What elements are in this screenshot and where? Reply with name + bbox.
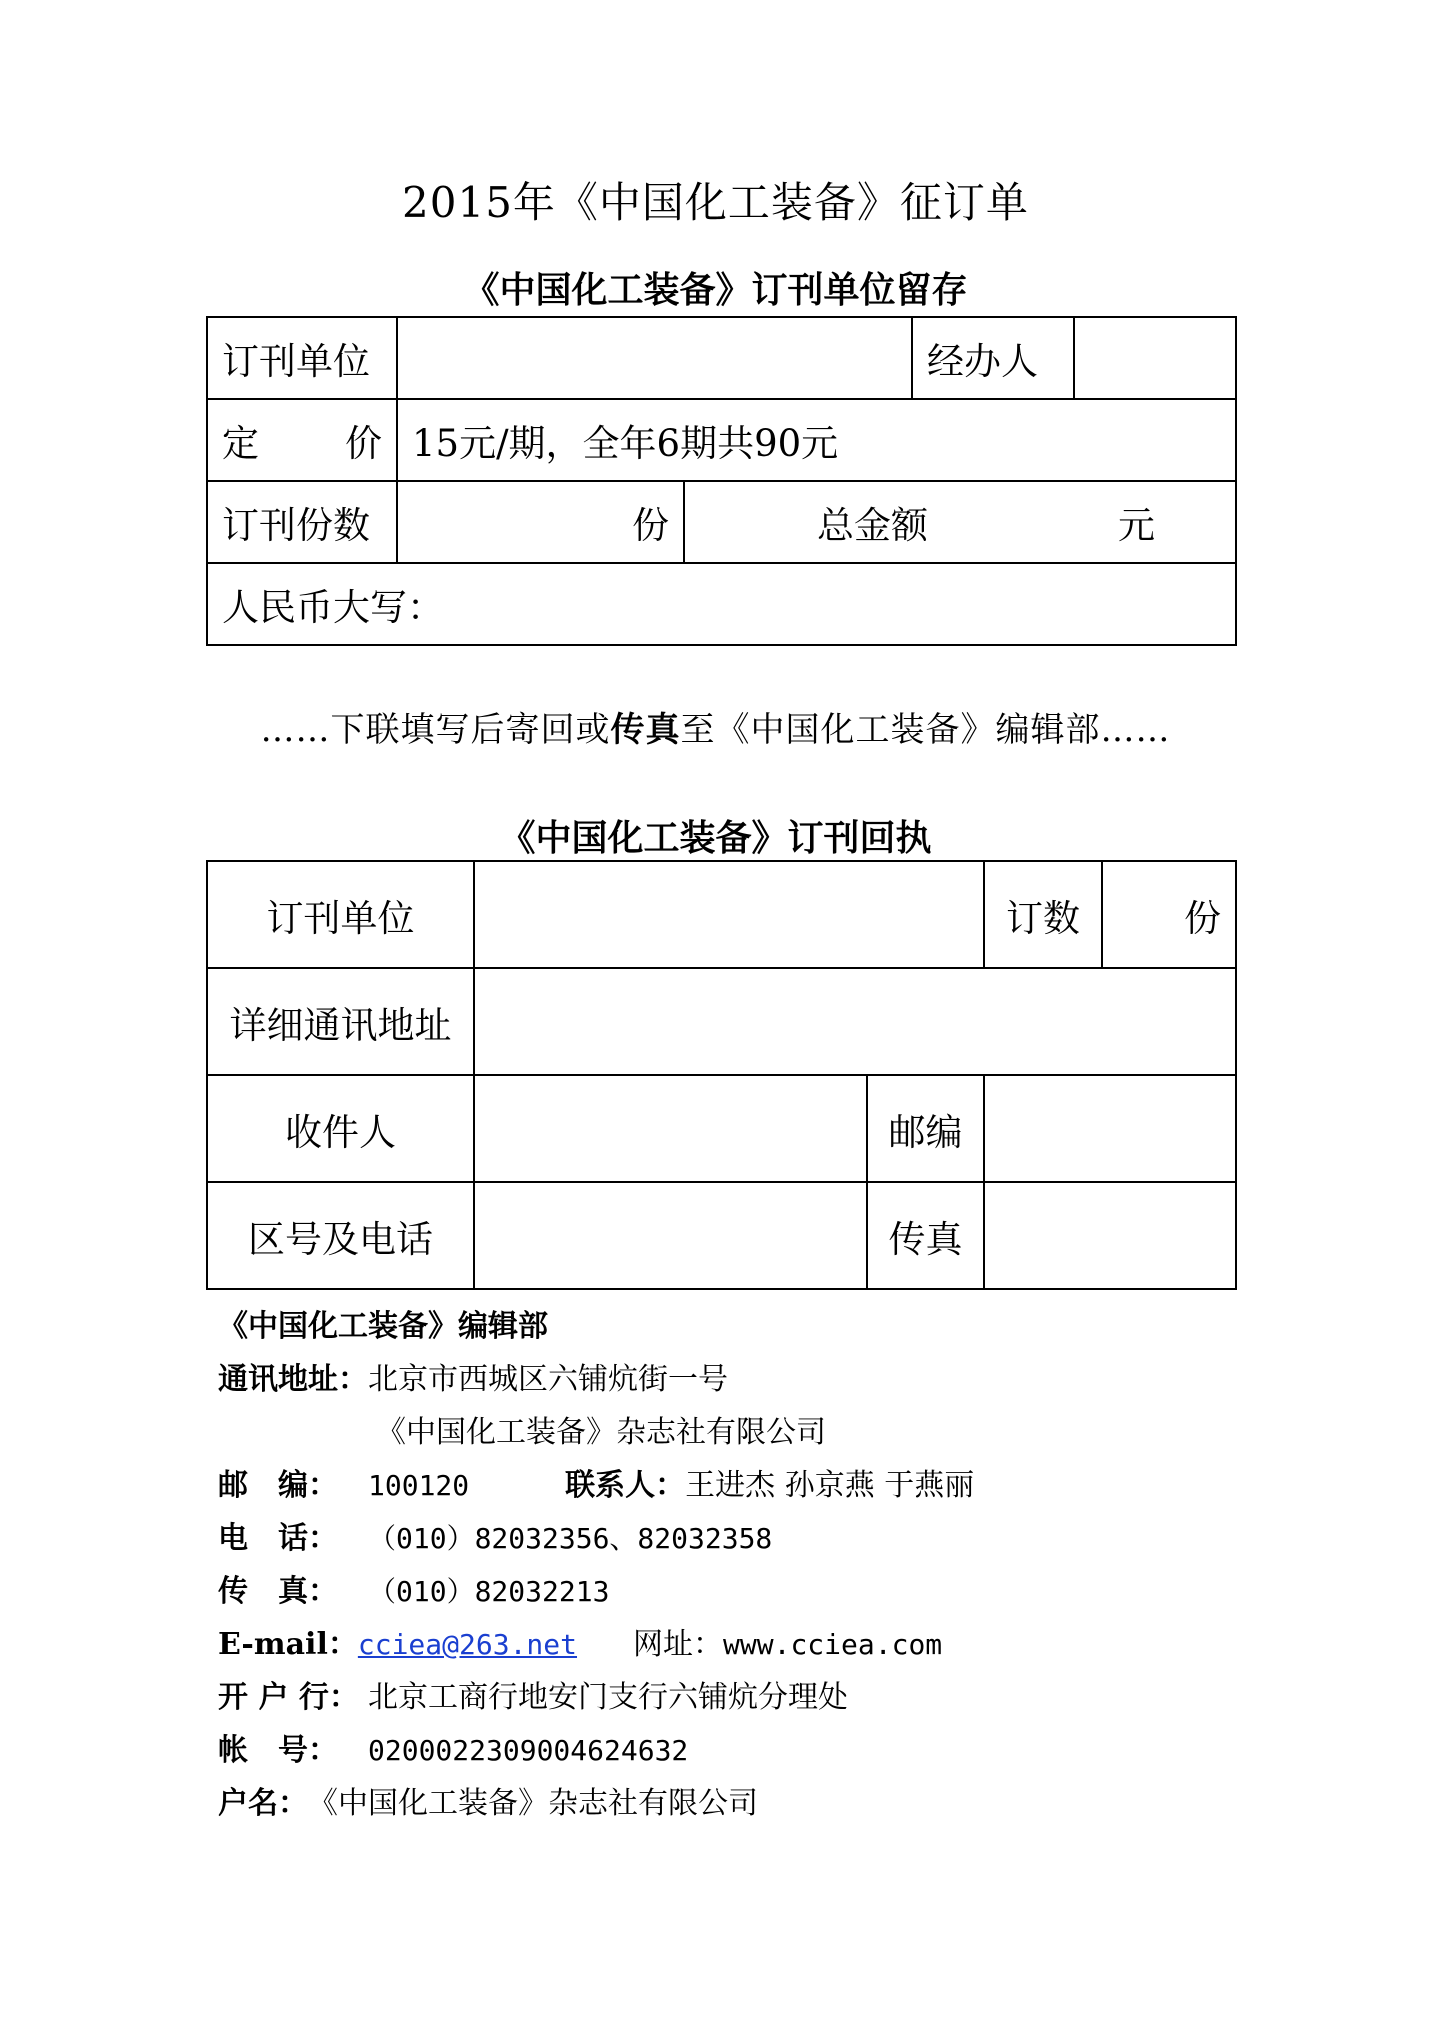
fax-field[interactable] [984,1182,1236,1289]
recipient-label: 收件人 [207,1075,474,1182]
table-row [207,563,1236,645]
total-cell[interactable] [684,481,1236,563]
account-name-label: 户名： [218,1786,308,1821]
fax-label: 传 真： [218,1574,338,1609]
postcode-label: 邮 编： [218,1468,338,1503]
rmb-field[interactable] [207,563,1236,645]
postcode-label: 邮编 [867,1075,984,1182]
rmb-label: 人民币大写： [222,586,444,629]
bank-value: 北京工商行地安门支行六铺炕分理处 [368,1680,848,1715]
email-label: E-mail： [218,1627,358,1662]
count-field[interactable] [1102,861,1236,968]
account-label: 帐 号： [218,1733,338,1768]
unit-label: 订刊单位 [207,317,397,399]
phone-label: 区号及电话 [207,1182,474,1289]
count-label: 订数 [984,861,1102,968]
total-unit: 元 [1118,504,1155,547]
retain-form-table [206,316,1237,646]
table-row [207,317,1236,399]
table-row [207,399,1236,481]
contact-block [218,1300,974,1830]
divider-suffix: 至《中国化工装备》编辑部…… [680,710,1171,750]
table-row [207,861,1236,968]
address-line1: 北京市西城区六铺炕街一号 [368,1362,728,1397]
total-label: 总金额 [817,504,928,547]
receipt-unit-label: 订刊单位 [207,861,474,968]
handler-label: 经办人 [912,317,1074,399]
copies-field[interactable] [397,481,684,563]
fax-label: 传真 [867,1182,984,1289]
unit-field[interactable] [397,317,912,399]
section-retain-heading: 《中国化工装备》订刊单位留存 [463,269,968,311]
handler-field[interactable] [1074,317,1236,399]
account-name-value: 《中国化工装备》杂志社有限公司 [308,1786,758,1821]
website-label: 网址： [633,1627,724,1662]
address-line2: 《中国化工装备》杂志社有限公司 [376,1415,826,1450]
account-value: 0200022309004624632 [368,1734,689,1767]
bank-label: 开 户 行： [218,1680,359,1715]
count-unit: 份 [1184,896,1221,940]
section-receipt-heading: 《中国化工装备》订刊回执 [499,817,932,859]
price-label [207,399,397,481]
table-row [207,1075,1236,1182]
page-title: 2015年《中国化工装备》征订单 [402,178,1029,227]
contact-person-names: 王进杰 孙京燕 于燕丽 [685,1468,975,1503]
fax-value: （010）82032213 [368,1575,610,1608]
recipient-field[interactable] [474,1075,867,1182]
receipt-unit-field[interactable] [474,861,984,968]
phone-label: 电 话： [218,1521,338,1556]
copies-unit: 份 [632,504,669,547]
price-label-a: 定 [222,422,259,465]
address-field[interactable] [474,968,1236,1075]
phone-field[interactable] [474,1182,867,1289]
divider-prefix: ……下联填写后寄回或 [260,710,611,750]
email-link[interactable]: cciea@263.net [357,1628,578,1661]
dept-name: 《中国化工装备》编辑部 [218,1309,548,1344]
address-label: 详细通讯地址 [207,968,474,1075]
postcode-field[interactable] [984,1075,1236,1182]
price-label-b: 价 [345,422,382,465]
cut-line-instruction [0,702,1431,751]
receipt-form-table [206,860,1237,1290]
website-value: www.cciea.com [723,1628,943,1661]
table-row [207,968,1236,1075]
price-value: 15元/期，全年6期共90元 [397,399,1236,481]
copies-label: 订刊份数 [207,481,397,563]
table-row [207,481,1236,563]
postcode-value: 100120 [368,1469,470,1502]
table-row [207,1182,1236,1289]
divider-bold: 传真 [610,710,681,750]
contact-person-label: 联系人： [565,1468,686,1503]
address-label: 通讯地址： [218,1362,368,1397]
phone-value: （010）82032356、82032358 [368,1522,773,1555]
